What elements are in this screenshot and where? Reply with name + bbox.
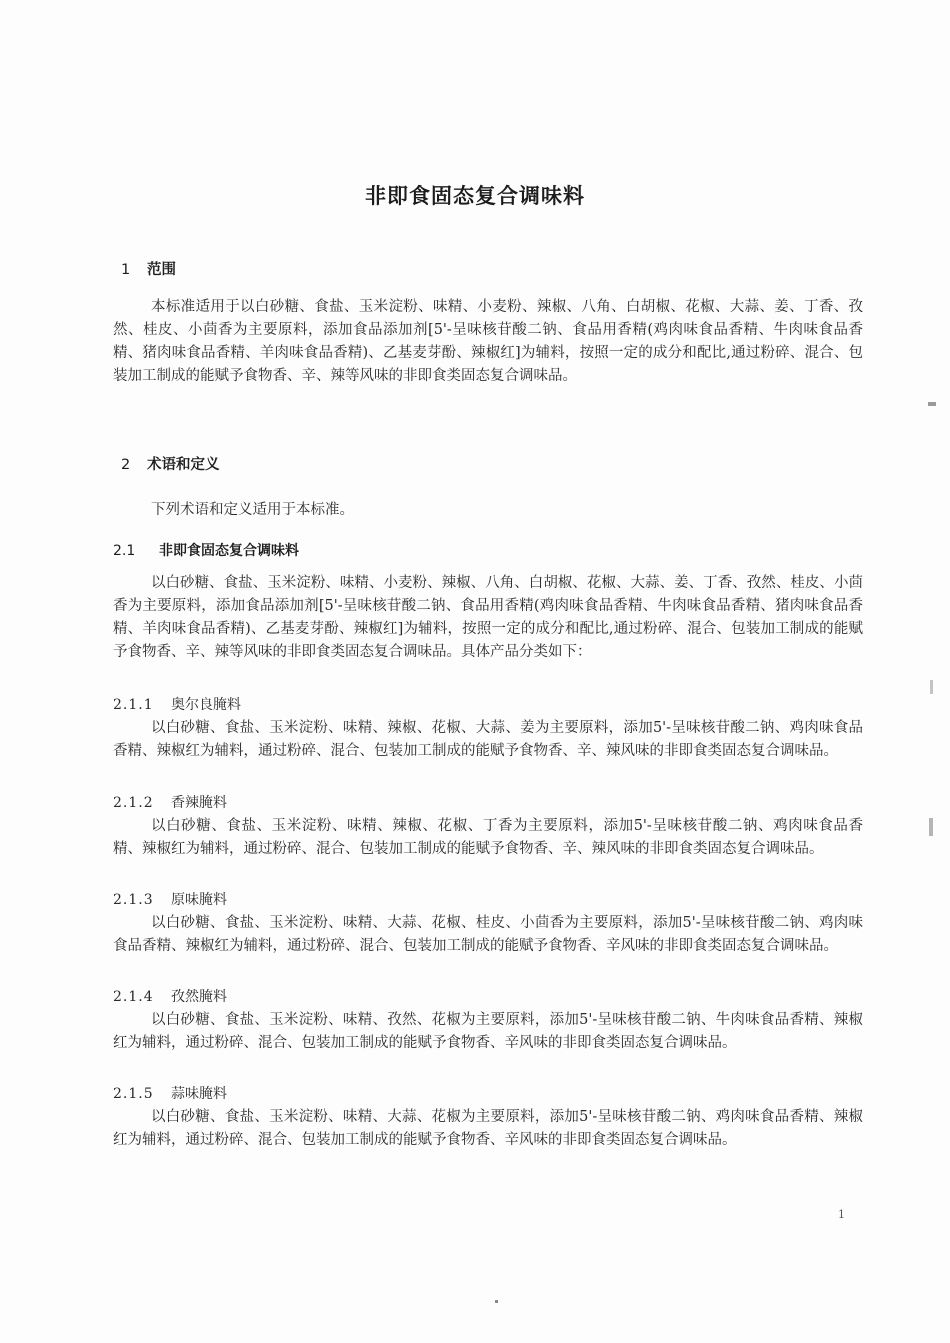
section-title: 非即食固态复合调味料 <box>159 543 299 559</box>
section-2-1-1-paragraph: 以白砂糖、食盐、玉米淀粉、味精、辣椒、花椒、大蒜、姜为主要原料，添加5'-呈味核苷酸二钠、鸡肉味食品香精、辣椒红为辅料，通过粉碎、混合、包装加工制成的能赋予食物香、辛、辣风味的非即食类固态复合调味品。 <box>113 720 863 759</box>
section-1-heading <box>121 258 176 279</box>
section-number: 2.1.4 <box>113 989 154 1005</box>
section-2-1-heading <box>113 540 299 560</box>
scan-artifact <box>495 1300 498 1303</box>
scan-artifact <box>930 680 933 694</box>
section-title: 奥尔良腌料 <box>171 697 241 713</box>
section-2-1-5-paragraph: 以白砂糖、食盐、玉米淀粉、味精、大蒜、花椒为主要原料，添加5'-呈味核苷酸二钠、鸡肉味食品香精、辣椒红为辅料，通过粉碎、混合、包装加工制成的能赋予食物香、辛风味的非即食类固态复合调味品。 <box>113 1109 863 1148</box>
section-number: 2.1.5 <box>113 1086 154 1102</box>
section-1-paragraph: 本标准适用于以白砂糖、食盐、玉米淀粉、味精、小麦粉、辣椒、八角、白胡椒、花椒、大蒜、姜、丁香、孜然、桂皮、小茴香为主要原料，添加食品添加剂[5'-呈味核苷酸二钠、食品用香精(鸡肉味食品香精、牛肉味食品香精、猪肉味食品香精、羊肉味食品香精)、乙基麦芽酚、辣椒红]为辅料，按照一定的成分和配比,通过粉碎、混合、包装加工制成的能赋予食物香、辛、辣等风味的非即食类固态复合调味品。 <box>113 299 863 384</box>
section-2-1-4-paragraph: 以白砂糖、食盐、玉米淀粉、味精、孜然、花椒为主要原料，添加5'-呈味核苷酸二钠、牛肉味食品香精、辣椒红为辅料，通过粉碎、混合、包装加工制成的能赋予食物香、辛风味的非即食类固态复合调味品。 <box>113 1012 863 1051</box>
section-title: 原味腌料 <box>171 892 227 908</box>
section-number: 2.1.2 <box>113 795 154 811</box>
section-number: 2.1.1 <box>113 697 154 713</box>
section-2-1-paragraph: 以白砂糖、食盐、玉米淀粉、味精、小麦粉、辣椒、八角、白胡椒、花椒、大蒜、姜、丁香、孜然、桂皮、小茴香为主要原料，添加食品添加剂[5'-呈味核苷酸二钠、食品用香精(鸡肉味食品香精、牛肉味食品香精、猪肉味食品香精、羊肉味食品香精)、乙基麦芽酚、辣椒红]为辅料，按照一定的成分和配比,通过粉碎、混合、包装加工制成的能赋予食物香、辛、辣等风味的非即食类固态复合调味品。具体产品分类如下： <box>113 575 863 660</box>
section-number: 1 <box>121 262 131 278</box>
document-title: 非即食固态复合调味料 <box>365 184 585 208</box>
section-2-1-3-heading <box>113 889 227 909</box>
section-number: 2.1 <box>113 543 136 559</box>
section-2-1-5-heading <box>113 1083 227 1103</box>
section-title: 术语和定义 <box>147 457 220 473</box>
scan-artifact <box>929 818 933 836</box>
section-title: 孜然腌料 <box>171 989 227 1005</box>
section-title: 蒜味腌料 <box>171 1086 227 1102</box>
section-2-paragraph: 下列术语和定义适用于本标准。 <box>151 502 354 518</box>
page-number: 1 <box>838 1208 845 1221</box>
section-2-1-2-paragraph: 以白砂糖、食盐、玉米淀粉、味精、辣椒、花椒、丁香为主要原料，添加5'-呈味核苷酸二钠、鸡肉味食品香精、辣椒红为辅料，通过粉碎、混合、包装加工制成的能赋予食物香、辛、辣风味的非即食类固态复合调味品。 <box>113 818 863 857</box>
section-2-1-1-heading <box>113 694 241 714</box>
section-2-1-2-heading <box>113 792 227 812</box>
section-title: 香辣腌料 <box>171 795 227 811</box>
scan-artifact <box>928 402 936 406</box>
section-2-1-4-heading <box>113 986 227 1006</box>
section-number: 2.1.3 <box>113 892 154 908</box>
section-2-1-3-paragraph: 以白砂糖、食盐、玉米淀粉、味精、大蒜、花椒、桂皮、小茴香为主要原料，添加5'-呈味核苷酸二钠、鸡肉味食品香精、辣椒红为辅料，通过粉碎、混合、包装加工制成的能赋予食物香、辛风味的非即食类固态复合调味品。 <box>113 915 863 954</box>
section-2-heading <box>121 453 220 474</box>
section-number: 2 <box>121 457 131 473</box>
section-title: 范围 <box>147 262 176 278</box>
